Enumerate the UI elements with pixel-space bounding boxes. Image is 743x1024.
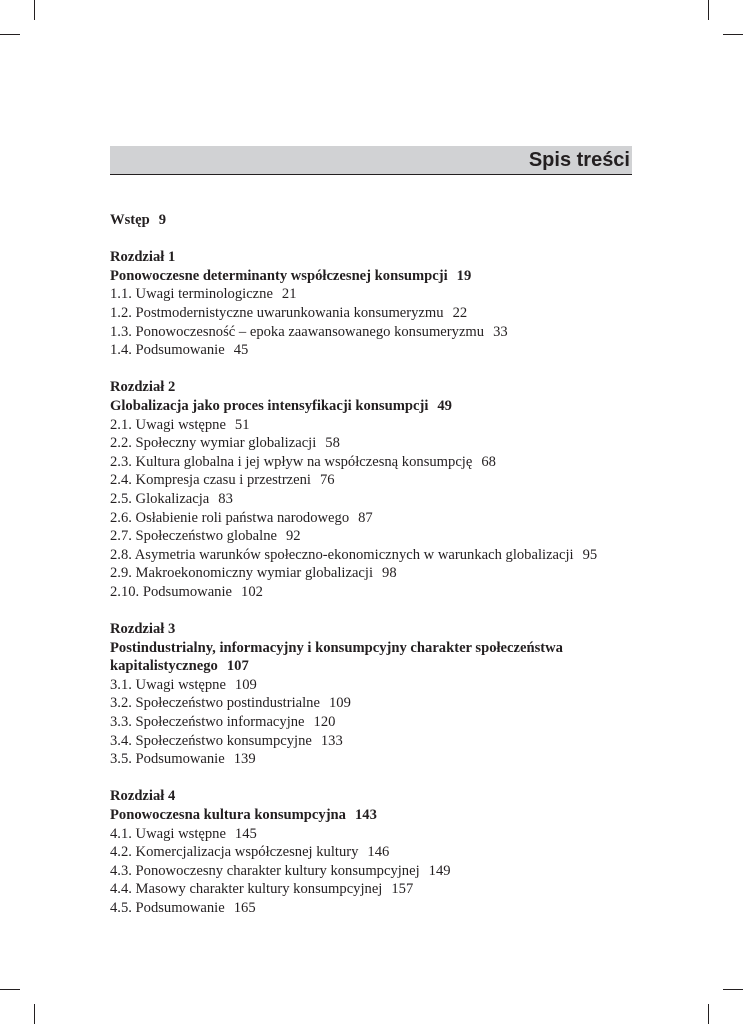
section-title: 2.7. Społeczeństwo globalne — [110, 528, 277, 545]
chapter-title-text: kapitalistycznego — [110, 658, 218, 675]
crop-mark — [34, 1004, 35, 1024]
section-title: 4.2. Komercjalizacja współczesnej kultury — [110, 844, 359, 861]
section-entry[interactable] — [110, 880, 650, 899]
chapter-title-text: Ponowoczesna kultura konsumpcyjna — [110, 807, 346, 823]
section-title: 3.2. Społeczeństwo postindustrialne — [110, 695, 320, 712]
section-entry[interactable] — [110, 676, 650, 695]
section-page-number: 149 — [428, 862, 451, 879]
crop-mark — [723, 989, 743, 990]
section-entry[interactable] — [110, 527, 650, 546]
page-title: Spis treści — [528, 149, 630, 171]
section-entry[interactable] — [110, 341, 650, 360]
section-page-number: 45 — [233, 342, 249, 359]
section-entry[interactable] — [110, 862, 650, 881]
section-title: 2.3. Kultura globalna i jej wpływ na współczesną konsumpcję — [110, 453, 473, 470]
table-of-contents — [110, 211, 650, 918]
section-entry[interactable] — [110, 416, 650, 435]
section-entry[interactable] — [110, 546, 650, 565]
section-page-number: 133 — [320, 732, 343, 749]
section-entry[interactable] — [110, 694, 650, 713]
crop-mark — [708, 1004, 709, 1024]
toc-spacer — [110, 230, 650, 249]
section-entry[interactable] — [110, 843, 650, 862]
chapter-page-number: 143 — [354, 807, 377, 823]
section-title: 2.8. Asymetria warunków społeczno-ekonomicznych w warunkach globalizacji — [110, 546, 574, 563]
section-page-number: 76 — [320, 472, 335, 489]
section-title: 3.4. Społeczeństwo konsumpcyjne — [110, 732, 312, 749]
section-page-number: 22 — [452, 304, 468, 321]
crop-mark — [0, 34, 20, 35]
section-entry[interactable] — [110, 323, 650, 342]
section-page-number: 83 — [218, 490, 233, 507]
section-entry[interactable] — [110, 304, 650, 323]
section-title: 1.2. Postmodernistyczne uwarunkowania konsumeryzmu — [110, 304, 444, 321]
section-entry[interactable] — [110, 285, 650, 304]
section-title: 3.3. Społeczeństwo informacyjne — [110, 714, 305, 731]
section-title: 1.1. Uwagi terminologiczne — [110, 286, 273, 303]
section-title: 3.1. Uwagi wstępne — [110, 676, 226, 693]
section-title: 2.5. Glokalizacja — [110, 490, 210, 507]
page-header-bar — [110, 146, 632, 175]
section-entry[interactable] — [110, 750, 650, 769]
section-entry[interactable] — [110, 732, 650, 751]
section-entry[interactable] — [110, 471, 650, 490]
toc-spacer — [110, 769, 650, 788]
section-title: 1.3. Ponowoczesność – epoka zaawansowanego konsumeryzmu — [110, 323, 485, 340]
section-title: 2.9. Makroekonomiczny wymiar globalizacji — [110, 565, 374, 582]
section-page-number: 51 — [234, 416, 250, 433]
section-page-number: 165 — [233, 899, 256, 916]
crop-mark — [0, 989, 20, 990]
chapter-title[interactable] — [110, 639, 650, 658]
section-entry[interactable] — [110, 583, 650, 602]
crop-mark — [34, 0, 35, 20]
section-entry[interactable] — [110, 825, 650, 844]
section-page-number: 98 — [382, 565, 397, 582]
section-page-number: 58 — [325, 435, 340, 452]
crop-mark — [708, 0, 709, 20]
crop-mark — [723, 34, 743, 35]
section-entry[interactable] — [110, 713, 650, 732]
section-title: 4.4. Masowy charakter kultury konsumpcyjnej — [110, 881, 383, 898]
section-title: 4.3. Ponowoczesny charakter kultury konsumpcyjnej — [110, 862, 420, 879]
chapter-page-number: 19 — [456, 267, 472, 284]
section-entry[interactable] — [110, 434, 650, 453]
section-entry[interactable] — [110, 453, 650, 472]
section-page-number: 87 — [358, 509, 373, 526]
chapter-title[interactable] — [110, 806, 650, 825]
chapter-title[interactable] — [110, 397, 650, 416]
section-title: 2.10. Podsumowanie — [110, 583, 233, 600]
chapter-page-number: 107 — [226, 658, 249, 675]
section-page-number: 109 — [328, 695, 351, 712]
section-title: 2.2. Społeczny wymiar globalizacji — [110, 435, 317, 452]
section-page-number: 109 — [234, 676, 257, 693]
toc-spacer — [110, 601, 650, 620]
section-title: 4.1. Uwagi wstępne — [110, 825, 226, 842]
section-page-number: 139 — [233, 751, 256, 768]
section-page-number: 146 — [367, 844, 390, 861]
section-title: 2.6. Osłabienie roli państwa narodowego — [110, 509, 350, 526]
chapter-label: Rozdział 1 — [110, 249, 176, 266]
chapter-title[interactable] — [110, 267, 650, 286]
section-page-number: 157 — [391, 881, 414, 898]
section-title: 3.5. Podsumowanie — [110, 751, 225, 768]
section-page-number: 120 — [313, 714, 336, 731]
chapter-label: Rozdział 3 — [110, 621, 176, 638]
toc-intro-page: 9 — [158, 212, 167, 228]
chapter-title[interactable] — [110, 657, 650, 676]
section-page-number: 68 — [481, 453, 496, 470]
section-entry[interactable] — [110, 564, 650, 583]
section-entry[interactable] — [110, 490, 650, 509]
section-entry[interactable] — [110, 899, 650, 918]
toc-intro-title: Wstęp — [110, 212, 150, 228]
section-page-number: 33 — [493, 323, 508, 340]
section-title: 4.5. Podsumowanie — [110, 899, 225, 916]
toc-intro[interactable] — [110, 211, 650, 230]
section-page-number: 102 — [241, 583, 263, 600]
section-title: 1.4. Podsumowanie — [110, 342, 225, 359]
section-entry[interactable] — [110, 509, 650, 528]
chapter-label: Rozdział 4 — [110, 788, 176, 805]
section-page-number: 95 — [582, 546, 598, 563]
chapter-title-text: Postindustrialny, informacyjny i konsumpcyjny charakter społeczeństwa — [110, 639, 563, 656]
section-page-number: 145 — [234, 825, 257, 842]
section-page-number: 21 — [281, 286, 297, 303]
toc-spacer — [110, 360, 650, 379]
chapter-label: Rozdział 2 — [110, 379, 176, 396]
section-title: 2.4. Kompresja czasu i przestrzeni — [110, 472, 311, 489]
chapter-page-number: 49 — [437, 397, 452, 414]
section-title: 2.1. Uwagi wstępne — [110, 416, 226, 433]
chapter-title-text: Globalizacja jako proces intensyfikacji konsumpcji — [110, 397, 429, 414]
chapter-title-text: Ponowoczesne determinanty współczesnej konsumpcji — [110, 267, 448, 284]
section-page-number: 92 — [285, 528, 301, 545]
